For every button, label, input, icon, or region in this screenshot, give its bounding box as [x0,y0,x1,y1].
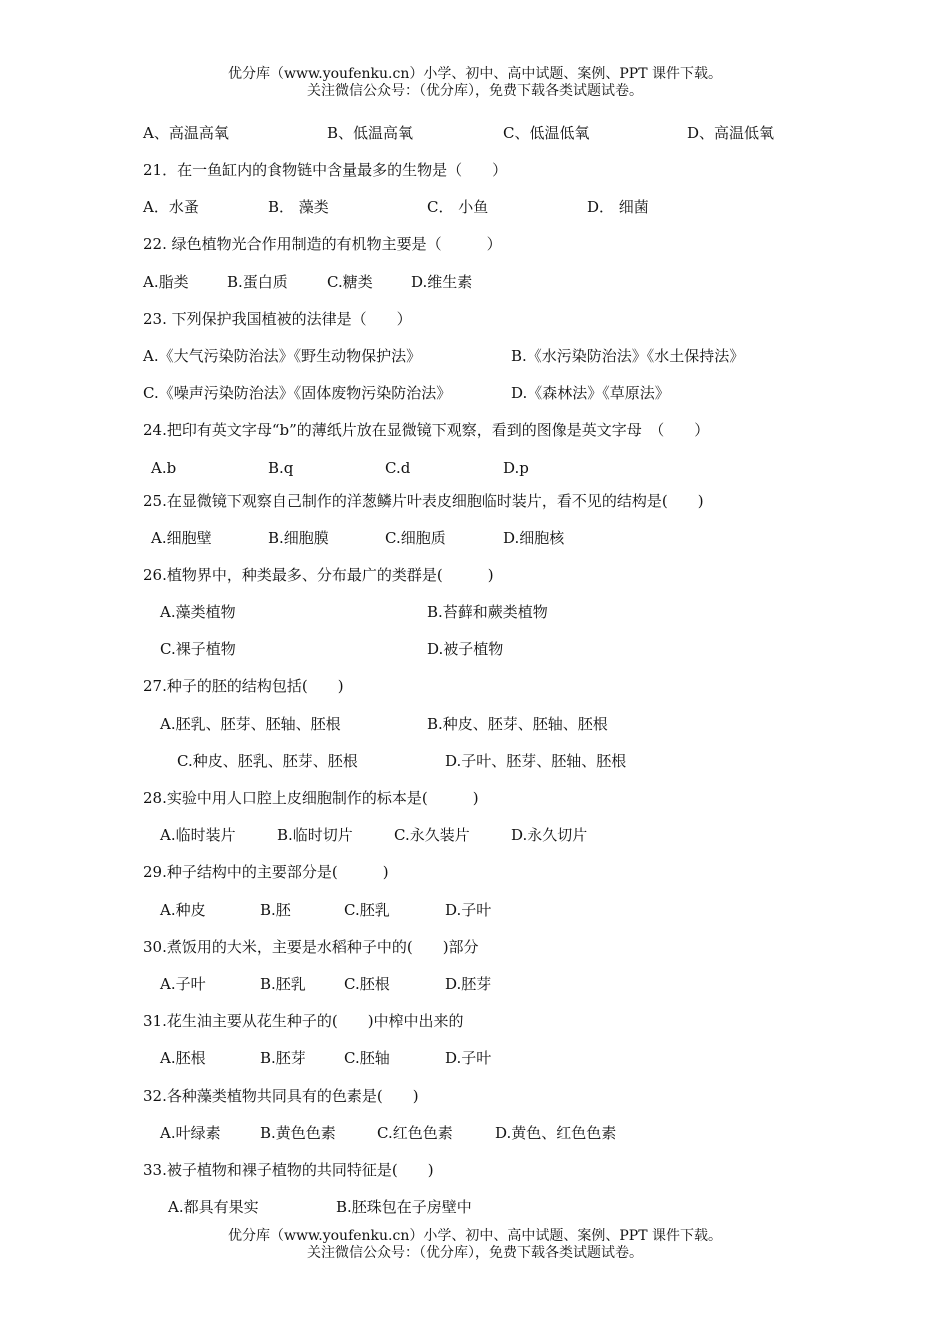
q20-option-a: A、高温高氧 [143,124,229,142]
q21-text: 21．在一鱼缸内的食物链中含量最多的生物是（ ） [143,161,508,179]
footer-line-1: 优分库（www.youfenku.cn）小学、初中、高中试题、案例、PPT 课件下载。 [227,1228,722,1244]
q29-option-b: B.胚 [260,901,291,919]
q28-option-b: B.临时切片 [277,826,353,844]
q25-option-c: C.细胞质 [385,529,446,547]
q30-text: 30.煮饭用的大米，主要是水稻种子中的( )部分 [143,938,479,956]
q31-option-c: C.胚轴 [344,1049,390,1067]
q25-text: 25.在显微镜下观察自己制作的洋葱鳞片叶表皮细胞临时装片，看不见的结构是( ) [143,492,704,510]
q30-option-c: C.胚根 [344,975,390,993]
q21-option-d: D． 细菌 [587,198,649,216]
q20-option-c: C、低温低氧 [503,124,590,142]
q22-option-c: C.糖类 [327,273,373,291]
q32-option-d: D.黄色、红色色素 [495,1124,617,1142]
q25-option-b: B.细胞膜 [268,529,329,547]
q24-option-b: B.q [268,459,294,477]
q27-option-d: D.子叶、胚芽、胚轴、胚根 [445,752,627,770]
q26-option-a: A.藻类植物 [160,603,236,621]
q23-option-d: D.《森林法》《草原法》 [511,384,670,402]
q21-option-c: C． 小鱼 [427,198,489,216]
q26-option-b: B.苔藓和蕨类植物 [427,603,548,621]
q23-option-b: B.《水污染防治法》《水土保持法》 [511,347,745,365]
q27-option-b: B.种皮、胚芽、胚轴、胚根 [427,715,608,733]
q29-option-c: C.胚乳 [344,901,390,919]
q24-text: 24.把印有英文字母“b”的薄纸片放在显微镜下观察，看到的图像是英文字母 （ ） [143,421,710,439]
q27-option-c: C.种皮、胚乳、胚芽、胚根 [177,752,358,770]
page-header [0,66,950,100]
q28-option-c: C.永久装片 [394,826,470,844]
q28-option-a: A.临时装片 [160,826,236,844]
q20-option-b: B、低温高氧 [327,124,414,142]
q24-option-d: D.p [503,459,529,477]
q25-option-d: D.细胞核 [503,529,565,547]
footer-line-2: 关注微信公众号：（优分库），免费下载各类试题试卷。 [307,1245,643,1261]
q25-option-a: A.细胞壁 [151,529,212,547]
q24-option-c: C.d [385,459,411,477]
page-footer [0,1228,950,1262]
q23-text: 23. 下列保护我国植被的法律是（ ） [143,310,412,328]
q32-option-b: B.黄色色素 [260,1124,336,1142]
q27-option-a: A.胚乳、胚芽、胚轴、胚根 [160,715,341,733]
q23-option-c: C.《噪声污染防治法》《固体废物污染防治法》 [143,384,452,402]
q31-option-b: B.胚芽 [260,1049,306,1067]
q22-option-b: B.蛋白质 [227,273,288,291]
q21-option-a: A．水蚤 [143,198,199,216]
q26-option-d: D.被子植物 [427,640,504,658]
q27-text: 27.种子的胚的结构包括( ) [143,677,344,695]
q28-text: 28.实验中用人口腔上皮细胞制作的标本是( ) [143,789,479,807]
q20-option-d: D、高温低氧 [687,124,775,142]
q21-option-b: B． 藻类 [268,198,329,216]
q22-option-a: A.脂类 [143,273,189,291]
q32-option-c: C.红色色素 [377,1124,453,1142]
header-line-1: 优分库（www.youfenku.cn）小学、初中、高中试题、案例、PPT 课件下载。 [227,66,722,82]
q32-text: 32.各种藻类植物共同具有的色素是( ) [143,1087,419,1105]
q29-option-a: A.种皮 [160,901,206,919]
q30-option-a: A.子叶 [160,975,206,993]
q30-option-b: B.胚乳 [260,975,306,993]
q29-text: 29.种子结构中的主要部分是( ) [143,863,389,881]
q31-option-a: A.胚根 [160,1049,206,1067]
q32-option-a: A.叶绿素 [160,1124,221,1142]
q33-option-b: B.胚珠包在子房壁中 [336,1198,472,1216]
q33-text: 33.被子植物和裸子植物的共同特征是( ) [143,1161,434,1179]
q24-option-a: A.b [151,459,177,477]
q23-option-a: A.《大气污染防治法》《野生动物保护法》 [143,347,422,365]
q26-text: 26.植物界中，种类最多、分布最广的类群是( ) [143,566,494,584]
q28-option-d: D.永久切片 [511,826,588,844]
header-line-2: 关注微信公众号：（优分库），免费下载各类试题试卷。 [307,83,643,99]
q29-option-d: D.子叶 [445,901,492,919]
q26-option-c: C.裸子植物 [160,640,236,658]
q31-option-d: D.子叶 [445,1049,492,1067]
q33-option-a: A.都具有果实 [168,1198,259,1216]
q30-option-d: D.胚芽 [445,975,492,993]
q22-text: 22. 绿色植物光合作用制造的有机物主要是（ ） [143,235,502,253]
q22-option-d: D.维生素 [411,273,473,291]
q31-text: 31.花生油主要从花生种子的( )中榨中出来的 [143,1012,464,1030]
